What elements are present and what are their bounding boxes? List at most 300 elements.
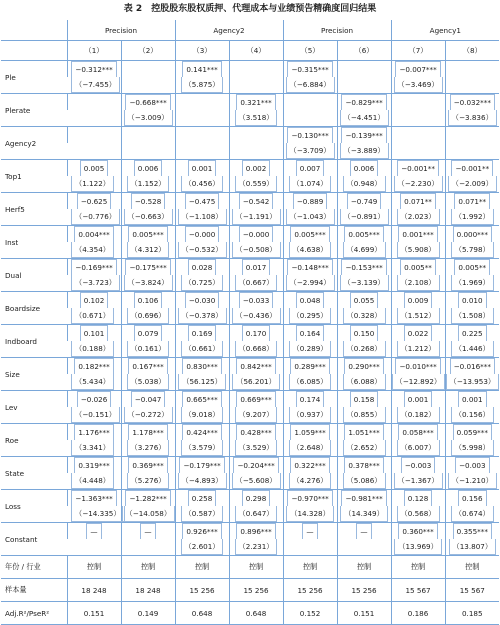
footer-value: 18 248	[67, 579, 121, 602]
tstat-cell	[229, 374, 283, 391]
coef-cell	[67, 127, 121, 144]
tstat-row	[1, 110, 499, 127]
coef-cell	[391, 457, 445, 474]
coef-cell	[445, 292, 499, 309]
tstat-value: （6.085）	[289, 374, 332, 390]
tstat-value: （5.038）	[127, 374, 170, 390]
coef-cell	[283, 94, 337, 111]
model-header: （7）	[391, 41, 445, 61]
tstat-row	[1, 77, 499, 94]
tstat-cell	[229, 143, 283, 160]
coef-value: 0.128	[404, 490, 433, 506]
header-models-row	[1, 41, 499, 61]
tstat-value: （−6.884）	[286, 77, 335, 93]
tstat-value: （56.201）	[232, 374, 280, 390]
coef-cell	[445, 490, 499, 507]
tstat-value: （0.647）	[235, 506, 278, 522]
coef-value: −0.981***	[341, 490, 386, 506]
tstat-value: （−0.776）	[71, 209, 120, 225]
coef-value: −0.312***	[71, 61, 116, 77]
table-body	[1, 61, 499, 556]
tstat-cell	[337, 176, 391, 193]
tstat-value: （1.212）	[397, 341, 440, 357]
coef-value: 0.150	[350, 325, 379, 341]
coef-value: −0.016***	[450, 358, 495, 374]
tstat-row	[1, 506, 499, 523]
model-header: （6）	[337, 41, 391, 61]
coef-cell	[391, 391, 445, 408]
coef-value: −0.003	[401, 457, 436, 473]
tstat-value: （0.188）	[71, 341, 114, 357]
coef-value: 0.002	[242, 160, 271, 176]
coef-value: 0.000***	[453, 226, 492, 242]
coef-cell	[391, 94, 445, 111]
tstat-row	[1, 407, 499, 424]
coef-value: −0.130***	[287, 127, 332, 143]
footer-row	[1, 602, 499, 625]
variable-label: Lev	[1, 391, 67, 424]
coef-value: 0.289***	[290, 358, 329, 374]
tstat-cell	[67, 77, 121, 94]
tstat-value: （0.671）	[71, 308, 114, 324]
coef-cell	[229, 523, 283, 540]
model-header: （8）	[445, 41, 499, 61]
coef-cell	[445, 226, 499, 243]
footer-value: 15 567	[391, 579, 445, 602]
tstat-cell	[445, 539, 499, 556]
tstat-value: （5.875）	[181, 77, 224, 93]
footer-value: 控制	[229, 556, 283, 579]
coef-cell	[67, 61, 121, 78]
coef-cell	[337, 61, 391, 78]
tstat-value: （1.512）	[397, 308, 440, 324]
tstat-value: （−12.892）	[392, 374, 446, 390]
coef-cell	[283, 523, 337, 540]
tstat-cell	[391, 440, 445, 457]
coef-value: 0.010	[458, 292, 487, 308]
variable-label: Boardsize	[1, 292, 67, 325]
tstat-value: （−3.139）	[340, 275, 389, 291]
tstat-value: （4.699）	[343, 242, 386, 258]
tstat-value: （3.341）	[71, 440, 114, 456]
tstat-value: （0.156）	[451, 407, 494, 423]
coef-cell	[337, 259, 391, 276]
coef-value: 0.005	[80, 160, 109, 176]
tstat-value: （56.125）	[178, 374, 226, 390]
tstat-row	[1, 374, 499, 391]
coef-cell	[391, 292, 445, 309]
tstat-cell	[283, 341, 337, 358]
tstat-cell	[283, 143, 337, 160]
coef-cell	[337, 358, 391, 375]
coef-cell	[175, 94, 229, 111]
tstat-cell	[121, 143, 175, 160]
tstat-cell	[391, 374, 445, 391]
coef-cell	[67, 226, 121, 243]
tstat-cell	[175, 77, 229, 94]
tstat-cell	[229, 308, 283, 325]
variable-label: Inst	[1, 226, 67, 259]
coef-value: −1.363***	[71, 490, 116, 506]
tstat-cell	[391, 473, 445, 490]
tstat-value: （5.434）	[71, 374, 114, 390]
tstat-row	[1, 176, 499, 193]
tstat-cell	[175, 440, 229, 457]
tstat-value: （2.601）	[181, 539, 224, 555]
coef-row	[1, 325, 499, 342]
tstat-value: （0.667）	[235, 275, 278, 291]
coef-cell	[445, 358, 499, 375]
coef-cell	[121, 193, 175, 210]
tstat-value: （5.908）	[397, 242, 440, 258]
footer-value: 15 256	[175, 579, 229, 602]
coef-value: −0.204***	[233, 457, 278, 473]
coef-cell	[391, 193, 445, 210]
tstat-value: （0.568）	[397, 506, 440, 522]
tstat-cell	[391, 506, 445, 523]
header-groups-row	[1, 20, 499, 41]
coef-value: 0.665***	[182, 391, 221, 407]
group-header: Precision	[283, 20, 391, 41]
coef-row	[1, 160, 499, 177]
coef-cell	[175, 193, 229, 210]
coef-value: −0.001**	[451, 160, 493, 176]
tstat-cell	[67, 209, 121, 226]
coef-value: 0.005***	[344, 226, 383, 242]
tstat-cell	[337, 308, 391, 325]
coef-cell	[67, 94, 121, 111]
tstat-value: （2.652）	[343, 440, 386, 456]
tstat-cell	[67, 341, 121, 358]
tstat-value: （0.161）	[127, 341, 170, 357]
tstat-cell	[175, 506, 229, 523]
tstat-value: （0.295）	[289, 308, 332, 324]
variable-label: Size	[1, 358, 67, 391]
tstat-cell	[337, 341, 391, 358]
variable-label: State	[1, 457, 67, 490]
coef-cell	[445, 94, 499, 111]
model-header: （3）	[175, 41, 229, 61]
coef-cell	[283, 226, 337, 243]
coef-value: −0.542	[239, 193, 274, 209]
tstat-cell	[445, 242, 499, 259]
coef-cell	[67, 523, 121, 540]
tstat-value: （−14.058）	[122, 506, 176, 522]
variable-label: Loss	[1, 490, 67, 523]
coef-cell	[283, 292, 337, 309]
coef-value: 0.369***	[128, 457, 167, 473]
tstat-cell	[67, 374, 121, 391]
coef-value: −0.007***	[395, 61, 440, 77]
tstat-cell	[229, 341, 283, 358]
tstat-cell	[337, 110, 391, 127]
tstat-row	[1, 242, 499, 259]
coef-value: 1.178***	[128, 424, 167, 440]
tstat-value: （−1.191）	[232, 209, 281, 225]
tstat-value: （0.725）	[181, 275, 224, 291]
footer-value: 15 256	[229, 579, 283, 602]
tstat-value: （1.152）	[127, 176, 170, 192]
tstat-cell	[337, 374, 391, 391]
tstat-value: （−0.663）	[124, 209, 173, 225]
tstat-cell	[121, 209, 175, 226]
tstat-cell	[67, 242, 121, 259]
tstat-cell	[391, 341, 445, 358]
coef-value: 0.355***	[453, 523, 492, 539]
coef-value: −0.001**	[397, 160, 439, 176]
coef-row	[1, 259, 499, 276]
coef-value: −1.282***	[125, 490, 170, 506]
variable-label: Ple	[1, 61, 67, 94]
tstat-value: （−3.889）	[340, 143, 389, 159]
tstat-cell	[229, 539, 283, 556]
tstat-cell	[175, 341, 229, 358]
tstat-cell	[175, 275, 229, 292]
tstat-value: （0.587）	[181, 506, 224, 522]
footer-value: 15 256	[283, 579, 337, 602]
coef-value: —	[140, 523, 155, 539]
tstat-cell	[337, 473, 391, 490]
coef-cell	[175, 457, 229, 474]
coef-value: 0.071**	[454, 193, 490, 209]
coef-value: −0.003	[455, 457, 490, 473]
variable-label: Herf5	[1, 193, 67, 226]
tstat-value: （3.276）	[127, 440, 170, 456]
coef-cell	[175, 226, 229, 243]
coef-value: −0.030	[185, 292, 220, 308]
coef-value: 0.055	[350, 292, 379, 308]
header-corner	[1, 41, 67, 61]
footer-label: 年份 / 行业	[1, 556, 67, 579]
coef-value: 0.830***	[182, 358, 221, 374]
coef-value: −0.033	[239, 292, 274, 308]
tstat-cell	[283, 407, 337, 424]
coef-value: 0.048	[296, 292, 325, 308]
coef-cell	[337, 94, 391, 111]
tstat-cell	[121, 506, 175, 523]
tstat-value: （0.674）	[451, 506, 494, 522]
coef-value: 0.028	[188, 259, 217, 275]
tstat-cell	[121, 308, 175, 325]
tstat-cell	[283, 440, 337, 457]
tstat-cell	[337, 143, 391, 160]
group-header: Agency2	[175, 20, 283, 41]
coef-cell	[391, 523, 445, 540]
tstat-cell	[283, 374, 337, 391]
tstat-cell	[175, 407, 229, 424]
coef-cell	[283, 358, 337, 375]
tstat-cell	[121, 374, 175, 391]
tstat-cell	[121, 473, 175, 490]
coef-value: 0.225	[458, 325, 487, 341]
footer-value: 控制	[175, 556, 229, 579]
tstat-value: （−5.608）	[232, 473, 281, 489]
tstat-cell	[175, 209, 229, 226]
table-footer	[1, 556, 499, 625]
coef-value: 0.158	[350, 391, 379, 407]
coef-cell	[121, 226, 175, 243]
coef-cell	[229, 160, 283, 177]
tstat-value: （2.023）	[397, 209, 440, 225]
tstat-value: （3.518）	[235, 110, 278, 126]
coef-row	[1, 457, 499, 474]
coef-cell	[337, 490, 391, 507]
tstat-value: （−0.272）	[124, 407, 173, 423]
coef-row	[1, 193, 499, 210]
coef-value: 0.321***	[236, 94, 275, 110]
tstat-cell	[67, 110, 121, 127]
coef-cell	[283, 259, 337, 276]
tstat-row	[1, 341, 499, 358]
tstat-cell	[445, 308, 499, 325]
tstat-value: （14.328）	[286, 506, 334, 522]
footer-value: 0.152	[283, 602, 337, 625]
tstat-cell	[121, 407, 175, 424]
tstat-cell	[337, 77, 391, 94]
coef-cell	[121, 325, 175, 342]
coef-value: 0.005**	[454, 259, 490, 275]
tstat-cell	[67, 440, 121, 457]
footer-value: 控制	[337, 556, 391, 579]
footer-value: 控制	[283, 556, 337, 579]
coef-cell	[337, 457, 391, 474]
coef-value: 0.071**	[400, 193, 436, 209]
tstat-value: （−3.469）	[394, 77, 443, 93]
tstat-row	[1, 143, 499, 160]
tstat-cell	[391, 77, 445, 94]
coef-value: 0.006	[134, 160, 163, 176]
coef-value: 0.669***	[236, 391, 275, 407]
coef-cell	[67, 292, 121, 309]
coef-value: −0.829***	[341, 94, 386, 110]
coef-cell	[445, 424, 499, 441]
tstat-value: （1.969）	[451, 275, 494, 291]
tstat-value: （−1.108）	[178, 209, 227, 225]
coef-cell	[175, 325, 229, 342]
tstat-value: （−2.230）	[394, 176, 443, 192]
tstat-cell	[67, 275, 121, 292]
tstat-value: （−3.824）	[124, 275, 173, 291]
tstat-cell	[445, 143, 499, 160]
tstat-cell	[445, 275, 499, 292]
tstat-cell	[391, 242, 445, 259]
tstat-cell	[229, 110, 283, 127]
tstat-cell	[337, 407, 391, 424]
coef-value: 0.005***	[290, 226, 329, 242]
coef-cell	[121, 424, 175, 441]
tstat-cell	[229, 506, 283, 523]
tstat-cell	[67, 176, 121, 193]
coef-value: 0.102	[80, 292, 109, 308]
coef-value: 0.169	[188, 325, 217, 341]
variable-label: Indboard	[1, 325, 67, 358]
coef-cell	[283, 490, 337, 507]
tstat-value: （4.448）	[71, 473, 114, 489]
tstat-value: （9.207）	[235, 407, 278, 423]
coef-cell	[67, 358, 121, 375]
tstat-cell	[175, 539, 229, 556]
coef-value: 0.006	[350, 160, 379, 176]
coef-cell	[391, 358, 445, 375]
tstat-cell	[283, 308, 337, 325]
tstat-cell	[175, 473, 229, 490]
coef-cell	[391, 127, 445, 144]
tstat-value: （0.289）	[289, 341, 332, 357]
coef-cell	[337, 523, 391, 540]
tstat-cell	[229, 77, 283, 94]
coef-value: −0.169***	[71, 259, 116, 275]
coef-cell	[175, 127, 229, 144]
coef-value: 0.170	[242, 325, 271, 341]
coef-cell	[391, 226, 445, 243]
coef-value: −0.000	[239, 226, 274, 242]
footer-value: 控制	[67, 556, 121, 579]
tstat-value: （−3.836）	[448, 110, 497, 126]
coef-value: 0.005**	[400, 259, 436, 275]
tstat-value: （−4.451）	[340, 110, 389, 126]
coef-cell	[283, 457, 337, 474]
tstat-cell	[67, 473, 121, 490]
coef-cell	[445, 457, 499, 474]
model-header: （4）	[229, 41, 283, 61]
coef-cell	[445, 391, 499, 408]
coef-cell	[121, 61, 175, 78]
coef-cell	[121, 490, 175, 507]
tstat-cell	[391, 209, 445, 226]
coef-value: 0.360***	[398, 523, 437, 539]
tstat-row	[1, 209, 499, 226]
tstat-value: （0.328）	[343, 308, 386, 324]
tstat-value: （0.855）	[343, 407, 386, 423]
tstat-value: （−0.151）	[71, 407, 120, 423]
coef-value: −0.026	[77, 391, 112, 407]
coef-value: 0.290***	[344, 358, 383, 374]
tstat-value: （−3.009）	[124, 110, 173, 126]
coef-value: 0.004***	[74, 226, 113, 242]
footer-value: 0.186	[391, 602, 445, 625]
coef-value: 0.009	[404, 292, 433, 308]
coef-cell	[445, 523, 499, 540]
tstat-value: （−0.532）	[178, 242, 227, 258]
coef-cell	[229, 391, 283, 408]
tstat-cell	[67, 506, 121, 523]
tstat-row	[1, 440, 499, 457]
coef-value: 0.022	[404, 325, 433, 341]
coef-cell	[445, 127, 499, 144]
footer-row	[1, 556, 499, 579]
coef-cell	[283, 61, 337, 78]
footer-value: 0.151	[67, 602, 121, 625]
tstat-cell	[283, 242, 337, 259]
coef-value: 1.176***	[74, 424, 113, 440]
coef-cell	[445, 259, 499, 276]
coef-cell	[229, 457, 283, 474]
tstat-cell	[229, 176, 283, 193]
table-title: 表 2 控股股东股权质押、代理成本与业绩预告精确度回归结果	[123, 4, 377, 14]
tstat-value: （14.349）	[340, 506, 388, 522]
model-header: （1）	[67, 41, 121, 61]
tstat-value: （−3.709）	[286, 143, 335, 159]
coef-cell	[229, 292, 283, 309]
tstat-value: （−1.210）	[448, 473, 497, 489]
coef-value: —	[86, 523, 101, 539]
coef-value: −0.179***	[179, 457, 224, 473]
tstat-cell	[121, 539, 175, 556]
coef-cell	[337, 325, 391, 342]
tstat-cell	[175, 242, 229, 259]
coef-row	[1, 490, 499, 507]
tstat-cell	[445, 209, 499, 226]
